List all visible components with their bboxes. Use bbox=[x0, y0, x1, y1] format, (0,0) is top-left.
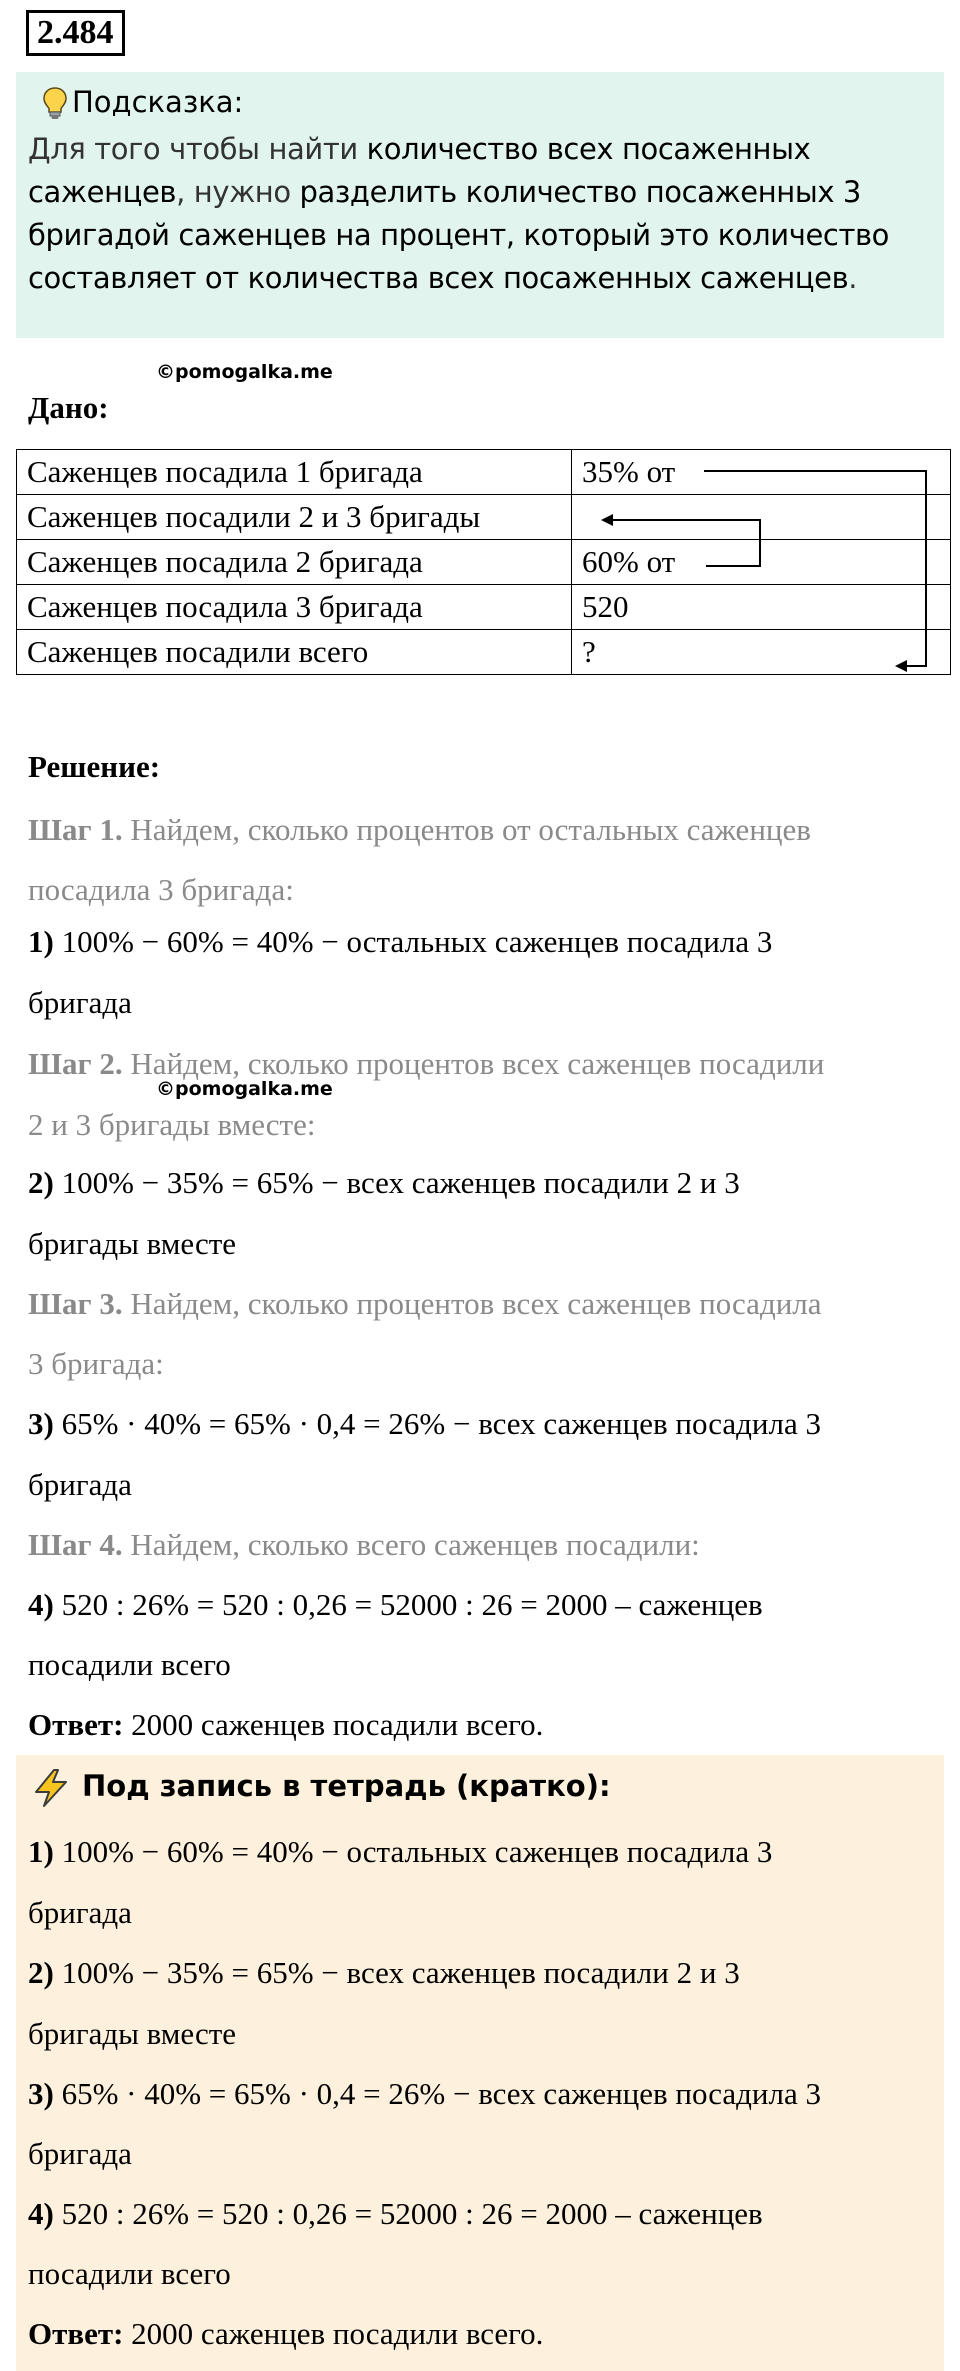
table-cell-label: Саженцев посадила 2 бригада bbox=[17, 540, 572, 585]
table-cell-label: Саженцев посадила 3 бригада bbox=[17, 585, 572, 630]
hint-text-emphasis: разделить количество посаженных 3 бригадой саженцев на процент, который это количество составляет от количества всех посаженных саженцев bbox=[28, 175, 889, 295]
step-label: Шаг 3. bbox=[28, 1286, 123, 1321]
calc-text: 65% · 40% = 65% · 0,4 = 26% − всех саженцев посадила 3 bbox=[53, 2076, 822, 2111]
hint-text-emphasis: количество всех посаженных саженцев bbox=[28, 132, 811, 209]
calc-num: 4) bbox=[28, 1587, 54, 1622]
calc-text: 520 : 26% = 520 : 0,26 = 52000 : 26 = 2000 – саженцев bbox=[53, 1587, 763, 1622]
problem-number: 2.484 bbox=[26, 10, 125, 56]
calc-num: 3) bbox=[28, 1406, 54, 1441]
lightning-icon bbox=[30, 1768, 72, 1808]
step-text: Найдем, сколько процентов всех саженцев посадили bbox=[122, 1046, 825, 1081]
step-label: Шаг 2. bbox=[28, 1046, 123, 1081]
nb-calc-4-line1 bbox=[28, 2194, 948, 2234]
answer-text: 2000 саженцев посадили всего. bbox=[123, 1707, 544, 1742]
nb-calc-3-line2: бригада bbox=[28, 2136, 132, 2171]
arrow-row3-to-row2 bbox=[612, 520, 760, 566]
nb-calc-2-line1 bbox=[28, 1953, 948, 1993]
nb-calc-1-line2: бригада bbox=[28, 1895, 132, 1930]
calc-3-line2: бригада bbox=[28, 1467, 132, 1502]
calc-text: 100% − 60% = 40% − остальных саженцев посадила 3 bbox=[53, 924, 773, 959]
calc-2-line2: бригады вместе bbox=[28, 1226, 237, 1261]
table-cell-value: ? bbox=[572, 630, 951, 675]
step-3-line2: 3 бригада: bbox=[28, 1346, 164, 1381]
given-label: Дано: bbox=[28, 390, 109, 425]
calc-num: 2) bbox=[28, 1165, 54, 1200]
notebook-title bbox=[30, 1766, 611, 1806]
calc-text: 520 : 26% = 520 : 0,26 = 52000 : 26 = 2000 – саженцев bbox=[53, 2196, 763, 2231]
calc-text: 100% − 35% = 65% − всех саженцев посадили 2 и 3 bbox=[53, 1165, 740, 1200]
step-label: Шаг 4. bbox=[28, 1527, 123, 1562]
step-2-line2: 2 и 3 бригады вместе: bbox=[28, 1107, 316, 1142]
calc-num: 2) bbox=[28, 1955, 54, 1990]
hint-text-part: . bbox=[848, 261, 858, 295]
nb-calc-3-line1 bbox=[28, 2074, 948, 2114]
calc-4-line2: посадили всего bbox=[28, 1647, 231, 1682]
nb-calc-1-line1 bbox=[28, 1832, 948, 1872]
calc-3-line1 bbox=[28, 1404, 948, 1444]
answer-label: Ответ: bbox=[28, 2316, 124, 2351]
watermark: ©pomogalka.me bbox=[156, 1078, 333, 1100]
notebook-title-text: Под запись в тетрадь (кратко): bbox=[82, 1769, 611, 1803]
step-label: Шаг 1. bbox=[28, 812, 123, 847]
table-cell-value: 60% от bbox=[572, 540, 951, 585]
answer-text: 2000 саженцев посадили всего. bbox=[123, 2316, 544, 2351]
hint-text-part: Для того чтобы найти bbox=[28, 132, 367, 166]
table-cell-label: Саженцев посадили 2 и 3 бригады bbox=[17, 495, 572, 540]
step-3-line1 bbox=[28, 1284, 948, 1324]
arrow-row1-to-row5 bbox=[704, 471, 926, 666]
solution-label: Решение: bbox=[28, 749, 161, 784]
table-cell-value: 35% от bbox=[572, 450, 951, 495]
step-1-line1 bbox=[28, 810, 948, 850]
table-cell-value: 520 bbox=[572, 585, 951, 630]
calc-1-line1 bbox=[28, 922, 948, 962]
watermark: ©pomogalka.me bbox=[156, 361, 333, 383]
calc-num: 3) bbox=[28, 2076, 54, 2111]
table-arrows bbox=[0, 0, 960, 700]
arrowhead-row2 bbox=[601, 514, 613, 526]
nb-answer-line bbox=[28, 2314, 948, 2354]
calc-1-line2: бригада bbox=[28, 985, 132, 1020]
arrowhead-row5 bbox=[895, 660, 907, 672]
step-text: Найдем, сколько процентов от остальных саженцев bbox=[122, 812, 811, 847]
hint-title-text: Подсказка: bbox=[72, 85, 244, 119]
step-text: Найдем, сколько процентов всех саженцев посадила bbox=[122, 1286, 822, 1321]
calc-4-line1 bbox=[28, 1585, 948, 1625]
calc-num: 1) bbox=[28, 924, 54, 959]
calc-text: 65% · 40% = 65% · 0,4 = 26% − всех саженцев посадила 3 bbox=[53, 1406, 822, 1441]
step-1-line2: посадила 3 бригада: bbox=[28, 872, 294, 907]
answer-label: Ответ: bbox=[28, 1707, 124, 1742]
calc-text: 100% − 60% = 40% − остальных саженцев посадила 3 bbox=[53, 1834, 773, 1869]
nb-calc-2-line2: бригады вместе bbox=[28, 2016, 237, 2051]
step-4-line1 bbox=[28, 1525, 948, 1565]
calc-num: 1) bbox=[28, 1834, 54, 1869]
hint-text-part: , нужно bbox=[176, 175, 300, 209]
step-text: Найдем, сколько всего саженцев посадили: bbox=[122, 1527, 700, 1562]
answer-line bbox=[28, 1705, 948, 1745]
nb-calc-4-line2: посадили всего bbox=[28, 2256, 231, 2291]
table-cell-label: Саженцев посадила 1 бригада bbox=[17, 450, 572, 495]
table-cell-label: Саженцев посадили всего bbox=[17, 630, 572, 675]
calc-text: 100% − 35% = 65% − всех саженцев посадили 2 и 3 bbox=[53, 1955, 740, 1990]
calc-num: 4) bbox=[28, 2196, 54, 2231]
calc-2-line1 bbox=[28, 1163, 948, 1203]
